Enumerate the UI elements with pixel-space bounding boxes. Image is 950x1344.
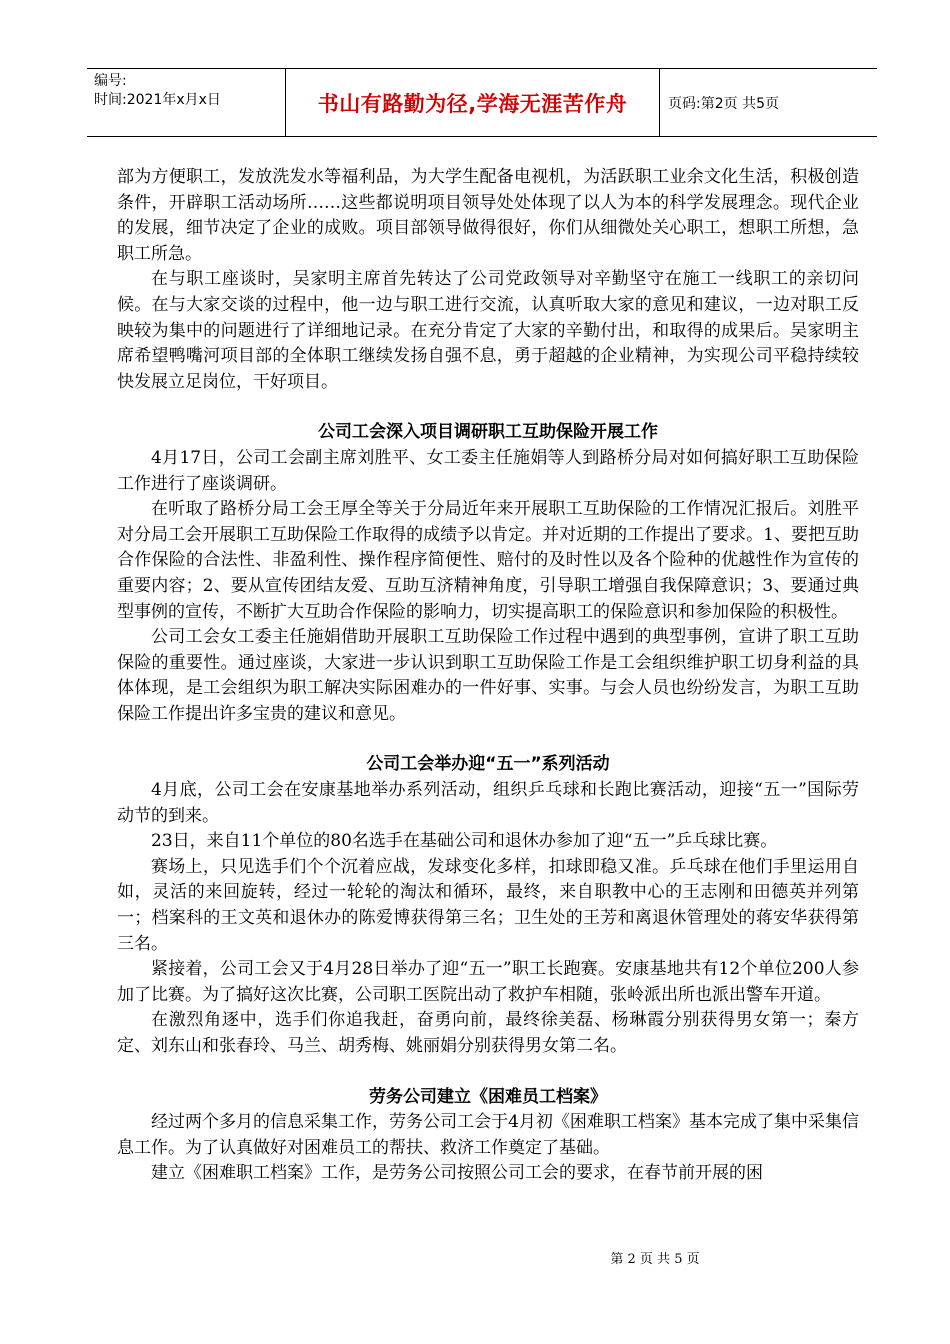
section-heading: 公司工会举办迎“五一”系列活动 xyxy=(366,754,610,775)
header-meta xyxy=(87,69,286,136)
document-number-label: 编号: xyxy=(94,73,127,89)
section-spacer xyxy=(117,727,859,752)
body-paragraph: 部为方便职工，发放洗发水等福利品，为大学生配备电视机，为活跃职工业余文化生活，积极创造条件，开辟职工活动场所……这些都说明项目领导处处体现了以人为本的科学发展理念。现代企业的发展，细节决定了企业的成败。项目部领导做得很好，你们从细微处关心职工，想职工所想，急职工所急。 xyxy=(117,167,859,264)
document-body xyxy=(117,165,859,1187)
section-spacer xyxy=(117,395,859,420)
body-paragraph: 建立《困难职工档案》工作，是劳务公司按照公司工会的要求，在春节前开展的困 xyxy=(151,1163,763,1184)
body-paragraph: 赛场上，只见选手们个个沉着应战，发球变化多样，扣球即稳又准。乒乓球在他们手里运用自如，灵活的来回旋转，经过一轮轮的淘汰和循环，最终，来自职教中心的王志刚和田德英并列第一；档案科的王文英和退休办的陈爱博获得第三名；卫生处的王芳和离退休管理处的蒋安华获得第三名。 xyxy=(117,856,859,954)
header-motto: 书山有路勤为径,学海无涯苦作舟 xyxy=(286,69,660,136)
document-date: 时间:2021年x月x日 xyxy=(94,92,221,108)
section-heading: 公司工会深入项目调研职工互助保险开展工作 xyxy=(318,422,658,443)
section-heading: 劳务公司建立《困难员工档案》 xyxy=(369,1086,607,1107)
body-paragraph: 23日，来自11个单位的80名选手在基础公司和退休办参加了迎“五一”乒乓球比赛。 xyxy=(151,831,778,852)
section-spacer xyxy=(117,1060,859,1085)
footer-page-number: 第 2 页 共 5 页 xyxy=(610,1252,700,1267)
page-header xyxy=(87,68,877,137)
body-paragraph: 经过两个多月的信息采集工作，劳务公司工会于4月初《困难职工档案》基本完成了集中采集信息工作。为了认真做好对困难员工的帮扶、救济工作奠定了基础。 xyxy=(117,1112,859,1158)
body-paragraph: 在与职工座谈时，吴家明主席首先转达了公司党政领导对辛勤坚守在施工一线职工的亲切问候。在与大家交谈的过程中，他一边与职工进行交流，认真听取大家的意见和建议，一边对职工反映较为集中的问题进行了详细地记录。在充分肯定了大家的辛勤付出，和取得的成果后。吴家明主席希望鸭嘴河项目部的全体职工继续发扬自强不息，勇于超越的企业精神，为实现公司平稳持续较快发展立足岗位，干好项目。 xyxy=(117,269,859,392)
header-page-info: 页码:第2页 共5页 xyxy=(668,95,779,112)
page-footer xyxy=(0,1248,950,1267)
body-paragraph: 紧接着，公司工会又于4月28日举办了迎“五一”职工长跑赛。安康基地共有12个单位200人参加了比赛。为了搞好这次比赛，公司职工医院出动了救护车相随，张岭派出所也派出警车开道。 xyxy=(117,959,859,1005)
body-paragraph: 在激烈角逐中，选手们你追我赶，奋勇向前，最终徐美磊、杨琳霞分别获得男女第一；秦方定、刘东山和张春玲、马兰、胡秀梅、姚丽娟分别获得男女第二名。 xyxy=(117,1010,859,1056)
body-paragraph: 在听取了路桥分局工会王厚全等关于分局近年来开展职工互助保险的工作情况汇报后。刘胜平对分局工会开展职工互助保险工作取得的成绩予以肯定。并对近期的工作提出了要求。1、要把互助合作保险的合法性、非盈利性、操作程序简便性、赔付的及时性以及各个险种的优越性作为宣传的重要内容；2、要从宣传团结友爱、互助互济精神角度，引导职工增强自我保障意识；3、要通过典型事例的宣传，不断扩大互助合作保险的影响力，切实提高职工的保险意识和参加保险的积极性。 xyxy=(117,499,859,622)
body-paragraph: 公司工会女工委主任施娟借助开展职工互助保险工作过程中遇到的典型事例，宣讲了职工互助保险的重要性。通过座谈，大家进一步认识到职工互助保险工作是工会组织维护职工切身利益的具体体现，是工会组织为职工解决实际困难办的一件好事、实事。与会人员也纷纷发言，为职工互助保险工作提出许多宝贵的建议和意见。 xyxy=(117,627,859,724)
body-paragraph: 4月底，公司工会在安康基地举办系列活动，组织乒乓球和长跑比赛活动，迎接“五一”国际劳动节的到来。 xyxy=(117,780,859,826)
body-paragraph: 4月17日，公司工会副主席刘胜平、女工委主任施娟等人到路桥分局对如何搞好职工互助保险工作进行了座谈调研。 xyxy=(117,447,859,494)
